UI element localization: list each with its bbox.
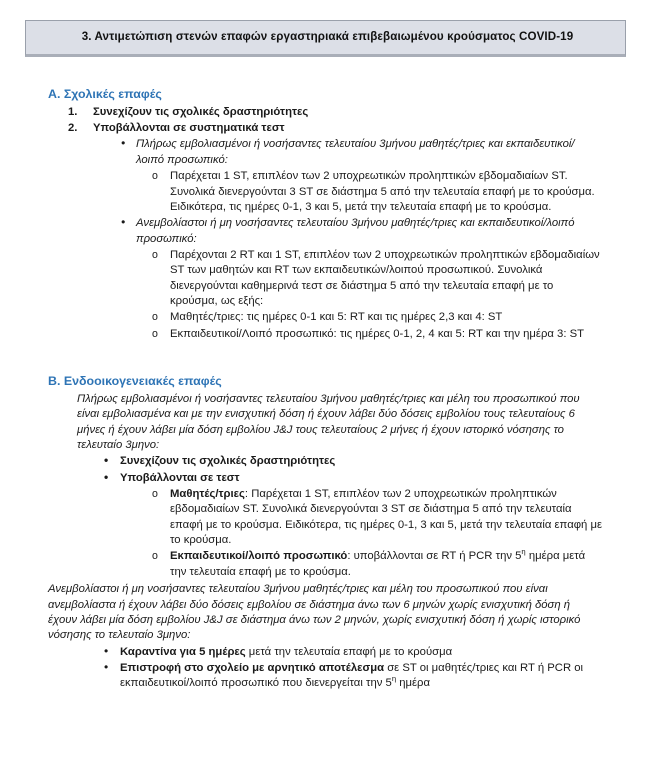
section-a-heading: Α. Σχολικές επαφές xyxy=(48,87,162,101)
section-a-bullet-1-sub-1 xyxy=(0,169,650,215)
list-marker-circle: o xyxy=(152,311,158,324)
list-marker-number: 2. xyxy=(68,122,78,135)
section-a-bullet-2-sub-1 xyxy=(0,248,650,309)
page-title: 3. Αντιμετώπιση στενών επαφών εργαστηριακά επιβεβαιωμένου κρούσματος COVID-19 xyxy=(81,30,574,43)
section-b-bullet-2-text: Υποβάλλονται σε τεστ xyxy=(120,471,240,484)
section-a-bullet-2-sub-2-text: Μαθητές/τριες: τις ημέρες 0-1 και 5: RT και τις ημέρες 2,3 και 4: ST xyxy=(170,311,503,324)
section-b-heading: Β. Ενδοοικογενειακές επαφές xyxy=(48,374,222,389)
section-a-bullet-1-sub-1-text: Παρέχεται 1 ST, επιπλέον των 2 υποχρεωτικών προληπτικών εβδομαδιαίων ST. Συνολικά διενεργούνται 3 ST σε διάστημα 5 από την τελευταία επαφή με το κρούσμα. Ειδικότερα, τις ημέρες 0-1, 3 και 5, μετά την τελευταία επαφή με το κρούσμα. xyxy=(170,170,595,213)
list-marker-dot: • xyxy=(121,215,126,230)
section-a-bullet-2-sub-2 xyxy=(0,310,650,325)
list-marker-number: 1. xyxy=(68,105,78,118)
section-a-bullet-2-sub-3-text: Εκπαιδευτικοί/Λοιπό προσωπικό: τις ημέρες 0-1, 2, 4 και 5: RT και την ημέρα 3: ST xyxy=(170,327,585,340)
section-a-numbered-item-1 xyxy=(0,105,650,120)
section-b-intro-vaccinated: Πλήρως εμβολιασμένοι ή νοσήσαντες τελευταίου 3μήνου μαθητές/τριες και μέλη του προσωπικού που είναι εμβολιασμένα και με την ενισχυτική δόση ή έχουν λάβει δύο δόσεις εμβολίου τους τελευταίους 6 μήνες ή έχουν λάβει μία δόση εμβολίου J&J τους τελευταίους 2 μήνες ή έχουν ιστορικό νόσησης το τελευταίο 3μηνο: xyxy=(77,392,580,451)
section-b-sub-1-label: Μαθητές/τριες xyxy=(170,488,245,501)
section-a-bullet-1 xyxy=(0,137,650,168)
section-header-banner xyxy=(25,20,626,57)
section-a-numbered-item-2 xyxy=(0,121,650,136)
section-a-item-2-text: Υποβάλλονται σε συστηματικά τεστ xyxy=(93,122,285,135)
document-body xyxy=(0,80,650,692)
section-spacer xyxy=(0,342,650,355)
section-a-bullet-2 xyxy=(0,216,650,247)
section-b-unvaccinated-bullet-1 xyxy=(0,645,650,660)
section-a-bullet-2-sub-1-text: Παρέχονται 2 RT και 1 ST, επιπλέον των 2 υποχρεωτικών προληπτικών εβδομαδιαίων ST των μαθητών και RT των εκπαιδευτικών/λοιπού προσωπικού. Συνολικά διενεργούνται καθημερινά τεστ σε διάστημα 5 από την τελευταία επαφή με το κρούσμα, ως εξής: xyxy=(170,248,600,308)
section-b-bullet-1 xyxy=(0,454,650,469)
list-marker-circle: o xyxy=(152,327,158,340)
section-b-bullet-2-sub-1 xyxy=(0,487,650,548)
section-a-bullet-2-sub-3 xyxy=(0,327,650,342)
section-a-item-1-text: Συνεχίζουν τις σχολικές δραστηριότητες xyxy=(93,105,309,118)
list-marker-circle: o xyxy=(152,550,158,563)
list-marker-dot: • xyxy=(104,659,109,674)
section-b-sub-2-label: Εκπαιδευτικοί/λοιπό προσωπικό xyxy=(170,550,348,563)
section-b-unvaccinated-bullet-2 xyxy=(0,661,650,692)
list-marker-dot: • xyxy=(104,453,109,468)
list-marker-dot: • xyxy=(104,643,109,658)
section-b-unvacc-2-text-a: σε ST οι μαθητές/τριες και RT ή PCR οι εκπαιδευτικοί/λοιπό προσωπικό που διενεργείται την 5 xyxy=(120,661,584,690)
section-b-bullet-2-sub-2 xyxy=(0,549,650,580)
ordinal-suffix: η xyxy=(521,547,526,557)
section-b-unvacc-1-label: Καραντίνα για 5 ημέρες xyxy=(120,645,246,658)
section-a-bullet-1-text: Πλήρως εμβολιασμένοι ή νοσήσαντες τελευταίου 3μήνου μαθητές/τριες και εκπαιδευτικοί/λοιπό προσωπικό: xyxy=(136,138,575,166)
list-marker-circle: o xyxy=(152,170,158,183)
section-b-intro-unvaccinated: Ανεμβολίαστοι ή μη νοσήσαντες τελευταίου 3μήνου μαθητές/τριες και μέλη του προσωπικού που είναι ανεμβολίαστα ή έχουν λάβει δύο δόσεις εμβολίου σε διάστημα άνω των 6 μηνών χωρίς ενισχυτική δόση ή έχουν λάβει μία δόση εμβολίου J&J σε διάστημα άνω των 2 μηνών, χωρίς ενισχυτική δόση ή χωρίς ιστορικό νόσησης το τελευταίο 3μηνο: xyxy=(48,583,581,642)
list-marker-circle: o xyxy=(152,488,158,501)
section-b-unvacc-1-text: μετά την τελευταία επαφή με το κρούσμα xyxy=(245,645,453,658)
list-marker-dot: • xyxy=(121,136,126,151)
section-b-sub-1-text: : Παρέχεται 1 ST, επιπλέον των 2 υποχρεωτικών προληπτικών εβδομαδιαίων ST. Συνολικά διενεργούνται 3 ST σε διάστημα 5 από την τελευταία επαφή με το κρούσμα. Ειδικότερα, τις ημέρες 0-1, 3 και 5, μετά την τελευταία επαφή με το κρούσμα. xyxy=(170,488,603,547)
section-b-unvacc-2-text-b: ημέρα xyxy=(396,677,431,690)
section-b-bullet-2 xyxy=(0,471,650,486)
section-a-bullet-2-text: Ανεμβολίαστοι ή μη νοσήσαντες τελευταίου 3μήνου μαθητές/τριες και εκπαιδευτικοί/λοιπό προσωπικό: xyxy=(136,217,575,245)
section-b-sub-2-text-a: : υποβάλλονται σε RT ή PCR την 5 xyxy=(347,550,522,563)
list-marker-circle: o xyxy=(152,248,158,261)
section-b-unvacc-2-label: Επιστροφή στο σχολείο με αρνητικό αποτέλεσμα xyxy=(120,661,385,674)
ordinal-suffix: η xyxy=(391,674,397,684)
list-marker-dot: • xyxy=(104,469,109,484)
section-b-bullet-1-text: Συνεχίζουν τις σχολικές δραστηριότητες xyxy=(120,455,336,468)
section-b-sub-2-text-b: ημέρα μετά την τελευταία επαφή με το κρούσμα. xyxy=(170,550,586,578)
